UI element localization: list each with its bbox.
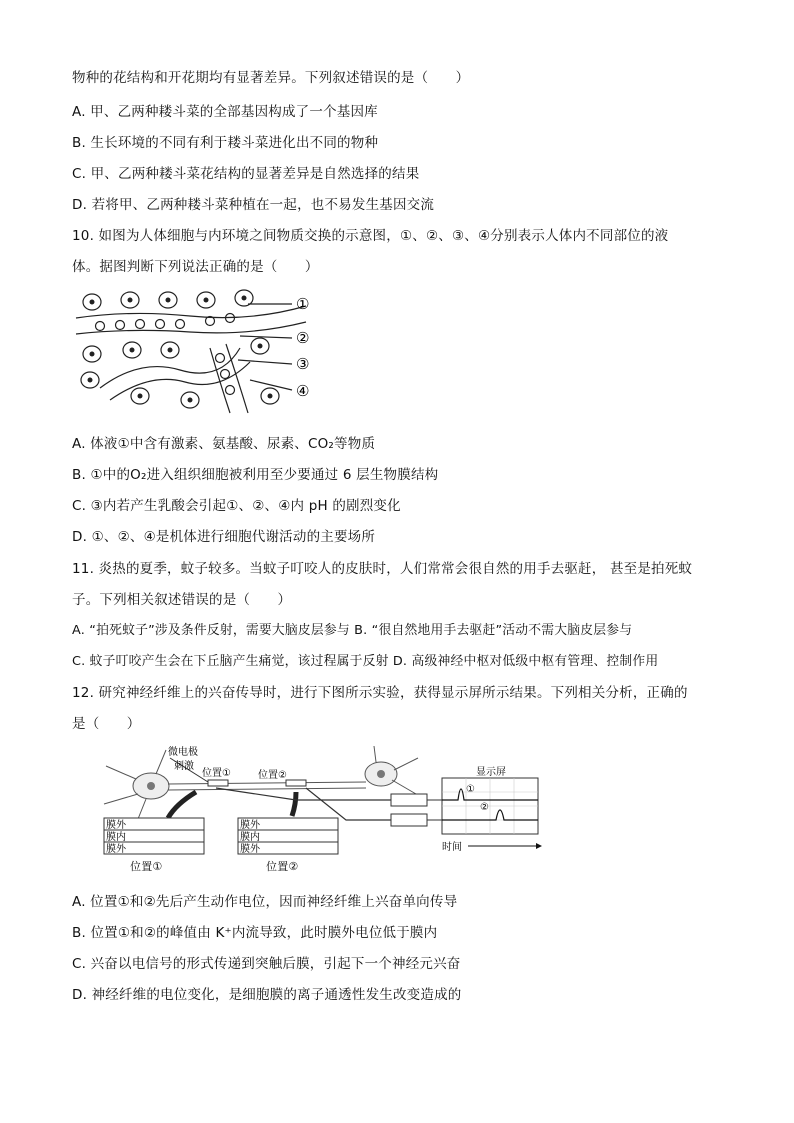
- label-3: ③: [296, 355, 310, 373]
- q11-stem-line1: 11. 炎热的夏季，蚊子较多。当蚊子叮咬人的皮肤时，人们常常会很自然的用手去驱赶， 甚至是拍死蚊: [72, 561, 693, 577]
- q10-tissue-figure: [70, 288, 310, 418]
- q11-stem-line2: 子。下列相关叙述错误的是（ ）: [72, 592, 292, 608]
- panel1-outside-bottom: 膜外: [106, 844, 126, 855]
- panel1-outside-top: 膜外: [106, 820, 126, 831]
- q9-option-d: D. 若将甲、乙两种耧斗菜种植在一起，也不易发生基因交流: [72, 197, 435, 213]
- label-pos1: 位置①: [202, 768, 231, 779]
- label-trace1: ①: [466, 784, 475, 795]
- caption-pos1: 位置①: [130, 860, 163, 873]
- q10-option-b: B. ①中的O₂进入组织细胞被利用至少要通过 6 层生物膜结构: [72, 467, 439, 483]
- q12-option-d: D. 神经纤维的电位变化，是细胞膜的离子通透性发生改变造成的: [72, 987, 462, 1003]
- q10-option-d: D. ①、②、④是机体进行细胞代谢活动的主要场所: [72, 529, 376, 545]
- q12-stem-line2: 是（ ）: [72, 716, 141, 732]
- panel2-inside: 膜内: [240, 832, 260, 843]
- label-stimulus: 刺激: [174, 761, 194, 772]
- panel2-outside-top: 膜外: [240, 820, 260, 831]
- q10-option-c: C. ③内若产生乳酸会引起①、②、④内 pH 的剧烈变化: [72, 498, 401, 514]
- label-4: ④: [296, 382, 310, 400]
- label-1: ①: [296, 295, 310, 313]
- q12-neuron-figure: [96, 744, 546, 856]
- q10-option-a: A. 体液①中含有激素、氨基酸、尿素、CO₂等物质: [72, 436, 376, 452]
- q9-stem: 物种的花结构和开花期均有显著差异。下列叙述错误的是（ ）: [72, 70, 470, 86]
- q10-stem-line1: 10. 如图为人体细胞与内环境之间物质交换的示意图，①、②、③、④分别表示人体内不同部位的液: [72, 228, 669, 244]
- label-pos2: 位置②: [258, 770, 287, 781]
- panel1-inside: 膜内: [106, 832, 126, 843]
- label-time: 时间: [442, 842, 462, 853]
- label-screen: 显示屏: [476, 767, 506, 778]
- q10-stem-line2: 体。据图判断下列说法正确的是（ ）: [72, 259, 319, 275]
- label-trace2: ②: [480, 802, 489, 813]
- q9-option-b: B. 生长环境的不同有利于耧斗菜进化出不同的物种: [72, 135, 379, 151]
- q9-option-c: C. 甲、乙两种耧斗菜花结构的显著差异是自然选择的结果: [72, 166, 420, 182]
- caption-pos2: 位置②: [266, 860, 299, 873]
- q12-option-a: A. 位置①和②先后产生动作电位，因而神经纤维上兴奋单向传导: [72, 894, 458, 910]
- q12-option-c: C. 兴奋以电信号的形式传递到突触后膜，引起下一个神经元兴奋: [72, 956, 461, 972]
- label-2: ②: [296, 329, 310, 347]
- q9-option-a: A. 甲、乙两种耧斗菜的全部基因构成了一个基因库: [72, 104, 378, 120]
- q11-options-row1: A. “拍死蚊子”涉及条件反射，需要大脑皮层参与 B. “很自然地用手去驱赶”活动不需大脑皮层参与: [72, 623, 633, 638]
- q12-option-b: B. 位置①和②的峰值由 K⁺内流导致，此时膜外电位低于膜内: [72, 925, 438, 941]
- label-electrode: 微电极: [168, 747, 198, 758]
- q11-options-row2: C. 蚊子叮咬产生会在下丘脑产生痛觉，该过程属于反射 D. 高级神经中枢对低级中枢有管理、控制作用: [72, 654, 659, 669]
- q12-stem-line1: 12. 研究神经纤维上的兴奋传导时，进行下图所示实验，获得显示屏所示结果。下列相关分析，正确的: [72, 685, 688, 701]
- panel2-outside-bottom: 膜外: [240, 844, 260, 855]
